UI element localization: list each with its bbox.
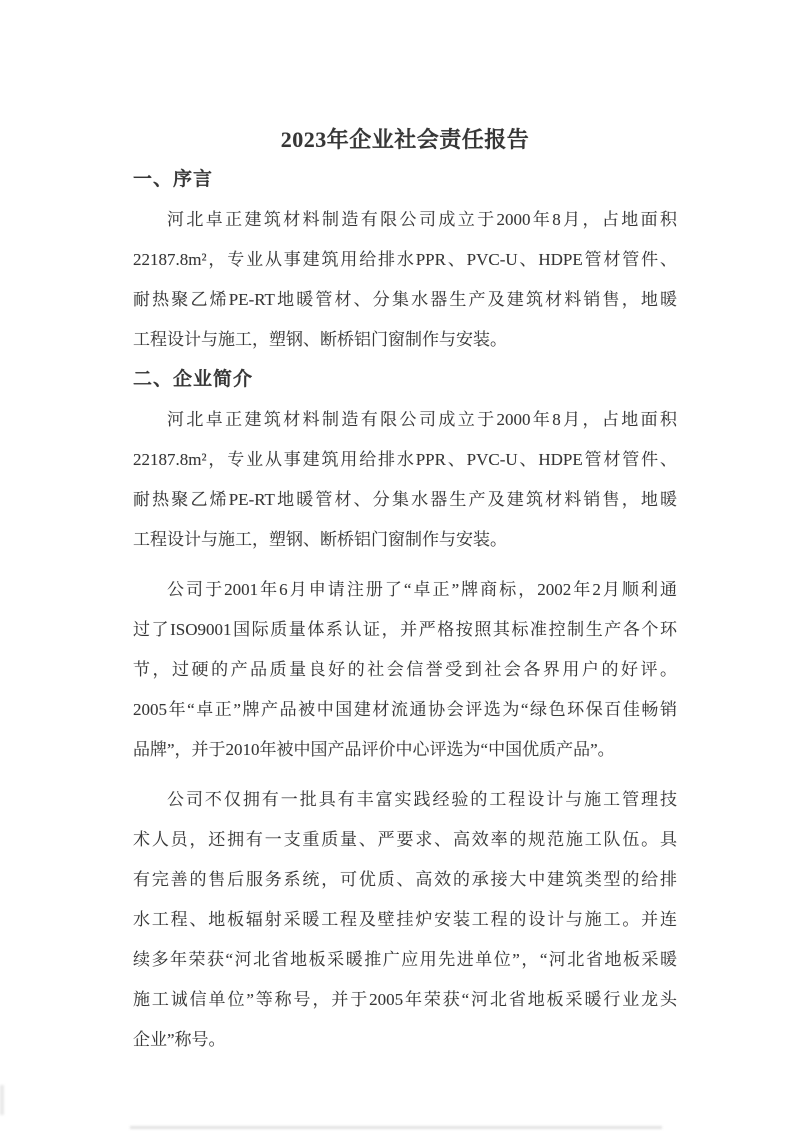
body-line: 河北卓正建筑材料制造有限公司成立于2000年8月，占地面积 [167,410,677,429]
body-line: 2005年“卓正”牌产品被中国建材流通协会评选为“绿色环保百佳畅销 [133,700,677,719]
paragraph-preface-company [133,200,677,360]
section-heading-company-profile: 二、企业简介 [133,369,254,390]
scan-artifact [130,1126,662,1129]
scan-artifact [0,1085,4,1115]
body-line: 耐热聚乙烯PE-RT地暖管材、分集水器生产及建筑材料销售，地暖 [133,290,677,309]
body-line: 工程设计与施工，塑钢、断桥铝门窗制作与安装。 [133,530,507,549]
body-line: 品牌”，并于2010年被中国产品评价中心评选为“中国优质产品”。 [133,740,615,759]
body-line: 公司不仅拥有一批具有丰富实践经验的工程设计与施工管理技 [167,790,677,809]
body-line: 续多年荣获“河北省地板采暖推广应用先进单位”，“河北省地板采暖 [133,950,677,969]
section-heading-preface: 一、序言 [133,169,214,190]
body-line: 22187.8m²，专业从事建筑用给排水PPR、PVC-U、HDPE管材管件、 [133,450,677,469]
document-title: 2023年企业社会责任报告 [280,127,530,152]
body-line: 河北卓正建筑材料制造有限公司成立于2000年8月，占地面积 [167,210,677,229]
body-line: 22187.8m²，专业从事建筑用给排水PPR、PVC-U、HDPE管材管件、 [133,250,677,269]
paragraph-company-overview [133,400,677,560]
body-line: 节，过硬的产品质量良好的社会信誉受到社会各界用户的好评。 [133,660,677,679]
body-line: 过了ISO9001国际质量体系认证，并严格按照其标准控制生产各个环 [133,620,677,639]
body-line: 术人员，还拥有一支重质量、严要求、高效率的规范施工队伍。具 [133,830,677,849]
body-line: 公司于2001年6月申请注册了“卓正”牌商标，2002年2月顺利通 [167,580,677,599]
paragraph-brand-certification [133,570,677,770]
body-line: 工程设计与施工，塑钢、断桥铝门窗制作与安装。 [133,330,507,349]
body-line: 企业”称号。 [133,1030,226,1049]
body-line: 有完善的售后服务系统，可优质、高效的承接大中建筑类型的给排 [133,870,677,889]
paragraph-team-honors [133,780,677,1060]
body-line: 耐热聚乙烯PE-RT地暖管材、分集水器生产及建筑材料销售，地暖 [133,490,677,509]
body-line: 水工程、地板辐射采暖工程及壁挂炉安装工程的设计与施工。并连 [133,910,677,929]
body-line: 施工诚信单位”等称号，并于2005年荣获“河北省地板采暖行业龙头 [133,990,677,1009]
